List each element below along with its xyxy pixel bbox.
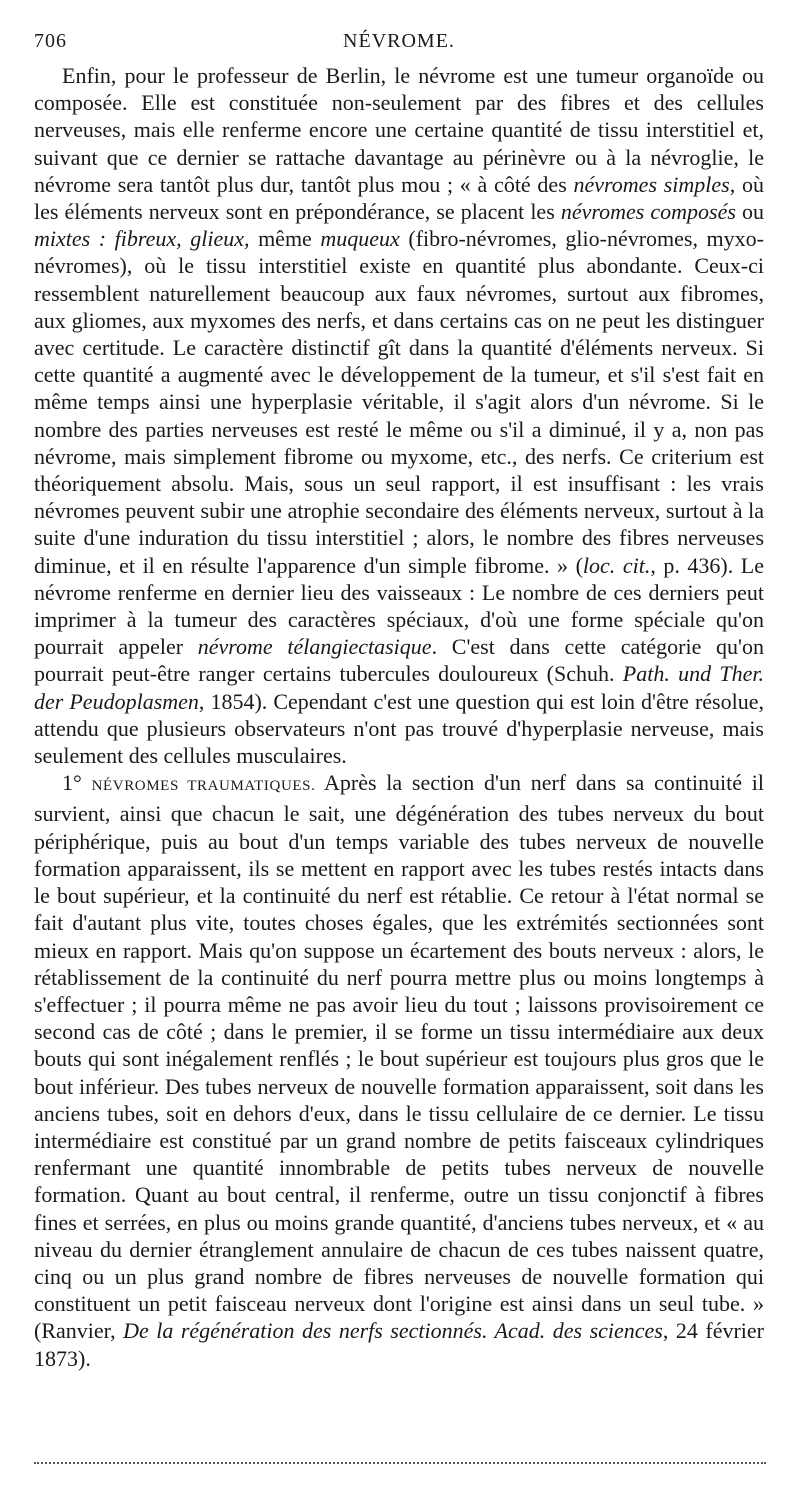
section-heading: NÉVROMES TRAUMATIQUES.	[91, 778, 316, 795]
text-run: même	[249, 226, 321, 252]
italic-run: loc. cit.	[582, 552, 651, 578]
text-run: ou	[735, 199, 765, 225]
italic-run: névromes simples	[573, 171, 730, 197]
paragraph-berlin-professor	[34, 62, 764, 769]
italic-run: mixtes : fibreux, glieux,	[34, 226, 250, 252]
footer-rule	[34, 1462, 766, 1464]
running-head: NÉVROME.	[343, 30, 455, 52]
italic-run: névrome télangiectasique	[197, 634, 432, 660]
text-run: Après la section d'un nerf dans sa continuité il survient, ainsi que chacun le sait, une dégénération des tubes nerveux du bout périphérique, puis au bout d'un temps variable des tubes nerveux de nouvelle formation apparaissent, ils se mettent en rapport avec les tubes restés intacts dans le bout supérieur, et la continuité du nerf est rétablie. Ce retour à l'état normal se fait d'autant plus vite, toutes choses égales, que les extrémités sectionnées sont mieux en rapport. Mais qu'on suppose un écartement des bouts nerveux : alors, le rétablissement de la continuité du nerf pourra mettre plus ou moins longtemps à s'effectuer ; il pourra même ne pas avoir lieu du tout ; laissons provisoirement ce second cas de côté ; dans le premier, il se forme un tissu intermédiaire aux deux bouts qui sont inégalement renflés ; le bout supérieur est toujours plus gros que le bout inférieur. Des tubes nerveux de nouvelle formation apparaissent, soit dans les anciens tubes, soit en dehors d'eux, dans le tissu cellulaire de ce dernier. Le tissu intermédiaire est constitué par un grand nombre de petits faisceaux cylindriques renfermant une quantité innombrable de petits tubes nerveux de nouvelle formation. Quant au bout central, il renferme, outre un tissu conjonctif à fibres fines et serrées, en plus ou moins grande quantité, d'anciens tubes nerveux, et « au niveau du dernier étranglement annulaire de chacun de ces tubes naissent quatre, cinq ou un plus grand nombre de fibres nerveuses de nouvelle formation qui constituent un petit faisceau nerveux dont l'origine est ainsi dans un seul tube. » (Ranvier,	[34, 770, 764, 1344]
paragraph-nevromes-traumatiques	[34, 769, 764, 1371]
text-run: (fibro-névromes, glio-névromes, myxo-névromes), où le tissu interstitiel existe en quantité plus abondante. Ceux-ci ressemblent naturellement beaucoup aux faux névromes, surtout aux fibromes, aux gliomes, aux myxomes des nerfs, et dans certains cas on ne peut les distinguer avec certitude. Le caractère distinctif gît dans la quantité d'éléments nerveux. Si cette quantité a augmenté avec le développement de la tumeur, et s'il s'est fait en même temps ainsi une hyperplasie véritable, il s'agit alors d'un névrome. Si le nombre des parties nerveuses est resté le même ou s'il a diminué, il y a, non pas névrome, mais simplement fibrome ou myxome, etc., des nerfs. Ce criterium est théoriquement absolu. Mais, sous un seul rapport, il est insuffisant : les vrais névromes peuvent subir une atrophie secondaire des éléments nerveux, surtout à la suite d'une induration du tissu interstitiel ; alors, le nombre des fibres nerveuses diminue, et il en résulte l'apparence d'un simple fibrome. » (	[34, 226, 764, 578]
text-run: , où les éléments nerveux sont en prépondérance, se placent les	[34, 171, 764, 225]
text-run: . C'est dans cette catégorie qu'on pourrait peut-être ranger certains tubercules douloureux (Schuh.	[34, 634, 765, 687]
italic-run: Path. und Ther. der Peudoplasmen	[34, 661, 764, 714]
italic-run: De la régénération des nerfs sectionnés. Acad. des sciences	[123, 1318, 663, 1344]
text-run: , 24 février 1873).	[34, 1318, 764, 1371]
text-run: , 1854). Cependant c'est une question qui est loin d'être résolue, attendu que plusieurs observateurs n'ont pas trouvé d'hyperplasie nerveuse, mais seulement des cellules musculaires.	[34, 688, 764, 769]
italic-run: névromes composés	[560, 199, 736, 225]
page-number: 706	[34, 30, 67, 52]
text-run: Enfin, pour le professeur de Berlin, le névrome est une tumeur organoïde ou composée. Elle est constituée non-seulement par des fibres et des cellules nerveuses, mais elle renferme encore une certaine quantité de tissu interstitiel et, suivant que ce dernier se rattache davantage au périnèvre ou à la névroglie, le névrome sera tantôt plus dur, tantôt plus mou ; « à côté des	[34, 63, 764, 197]
text-run: , p. 436). Le névrome renferme en dernier lieu des vaisseaux : Le nombre de ces derniers peut imprimer à la tumeur des caractères spéciaux, d'où une forme spéciale qu'on pourrait appeler	[34, 552, 764, 660]
italic-run: muqueux	[320, 226, 400, 252]
page-header	[34, 30, 764, 62]
section-number: 1°	[62, 770, 82, 796]
body-text	[34, 62, 764, 1372]
page	[34, 30, 764, 1372]
